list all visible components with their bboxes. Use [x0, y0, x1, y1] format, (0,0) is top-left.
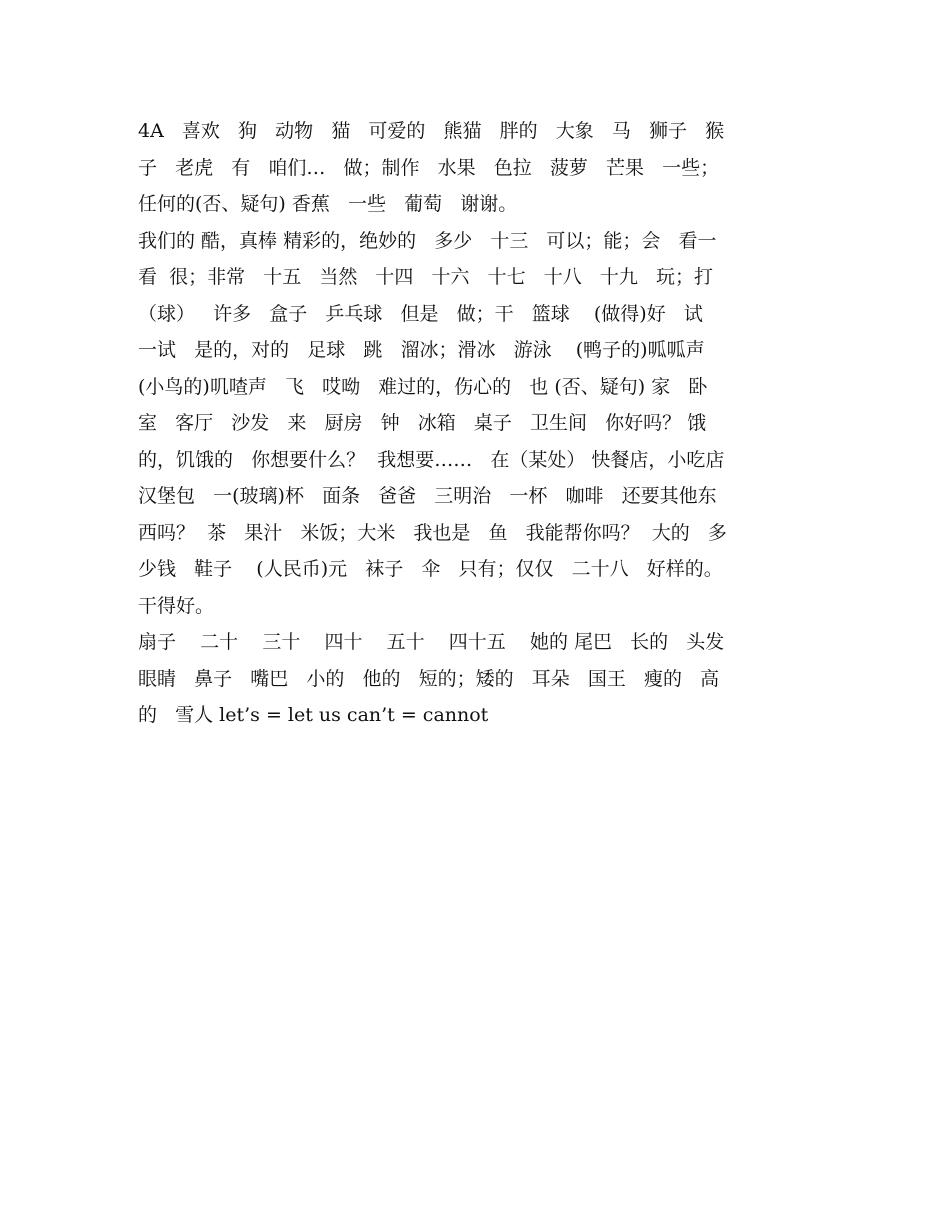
text-line-9: 室 客厅 沙发 来 厨房 钟 冰箱 桌子 卫生间 你好吗？ 饿 — [138, 412, 707, 434]
text-line-10: 的，饥饿的 你想要什么？ 我想要…… 在（某处） 快餐店，小吃店 — [138, 448, 725, 471]
text-line-17: 的 雪人 let’s = let us can’t = cannot — [138, 704, 489, 726]
text-line-11: 汉堡包 一(玻璃)杯 面条 爸爸 三明治 一杯 咖啡 还要其他东 — [138, 485, 717, 507]
text-line-15: 扇子 二十 三十 四十 五十 四十五 她的 尾巴 长的 头发 — [138, 631, 725, 653]
vocabulary-text — [138, 113, 828, 734]
text-line-5: 看 很；非常 十五 当然 十四 十六 十七 十八 十九 玩；打 — [138, 266, 714, 288]
text-line-3: 任何的(否、疑句) 香蕉 一些 葡萄 谢谢。 — [138, 193, 518, 215]
text-line-6: （球） 许多 盒子 乒乓球 但是 做；干 篮球 (做得)好 试 — [138, 302, 703, 325]
text-line-14: 干得好。 — [138, 594, 215, 617]
text-line-1: 4A 喜欢 狗 动物 猫 可爱的 熊猫 胖的 大象 马 狮子 猴 — [138, 120, 725, 142]
text-line-7: 一试 是的，对的 足球 跳 溜冰；滑冰 游泳 (鸭子的)呱呱声 — [138, 339, 705, 361]
text-line-4: 我们的 酷，真棒 精彩的，绝妙的 多少 十三 可以；能；会 看一 — [138, 229, 717, 252]
text-line-8: (小鸟的)叽喳声 飞 哎呦 难过的，伤心的 也 (否、疑句) 家 卧 — [138, 375, 708, 398]
text-line-12: 西吗？ 茶 果汁 米饭；大米 我也是 鱼 我能帮你吗？ 大的 多 — [138, 521, 727, 544]
text-line-13: 少钱 鞋子 (人民币)元 袜子 伞 只有；仅仅 二十八 好样的。 — [138, 558, 723, 580]
text-line-16: 眼睛 鼻子 嘴巴 小的 他的 短的；矮的 耳朵 国王 瘦的 高 — [138, 667, 720, 690]
text-line-2: 子 老虎 有 咱们… 做；制作 水果 色拉 菠萝 芒果 一些； — [138, 156, 720, 179]
